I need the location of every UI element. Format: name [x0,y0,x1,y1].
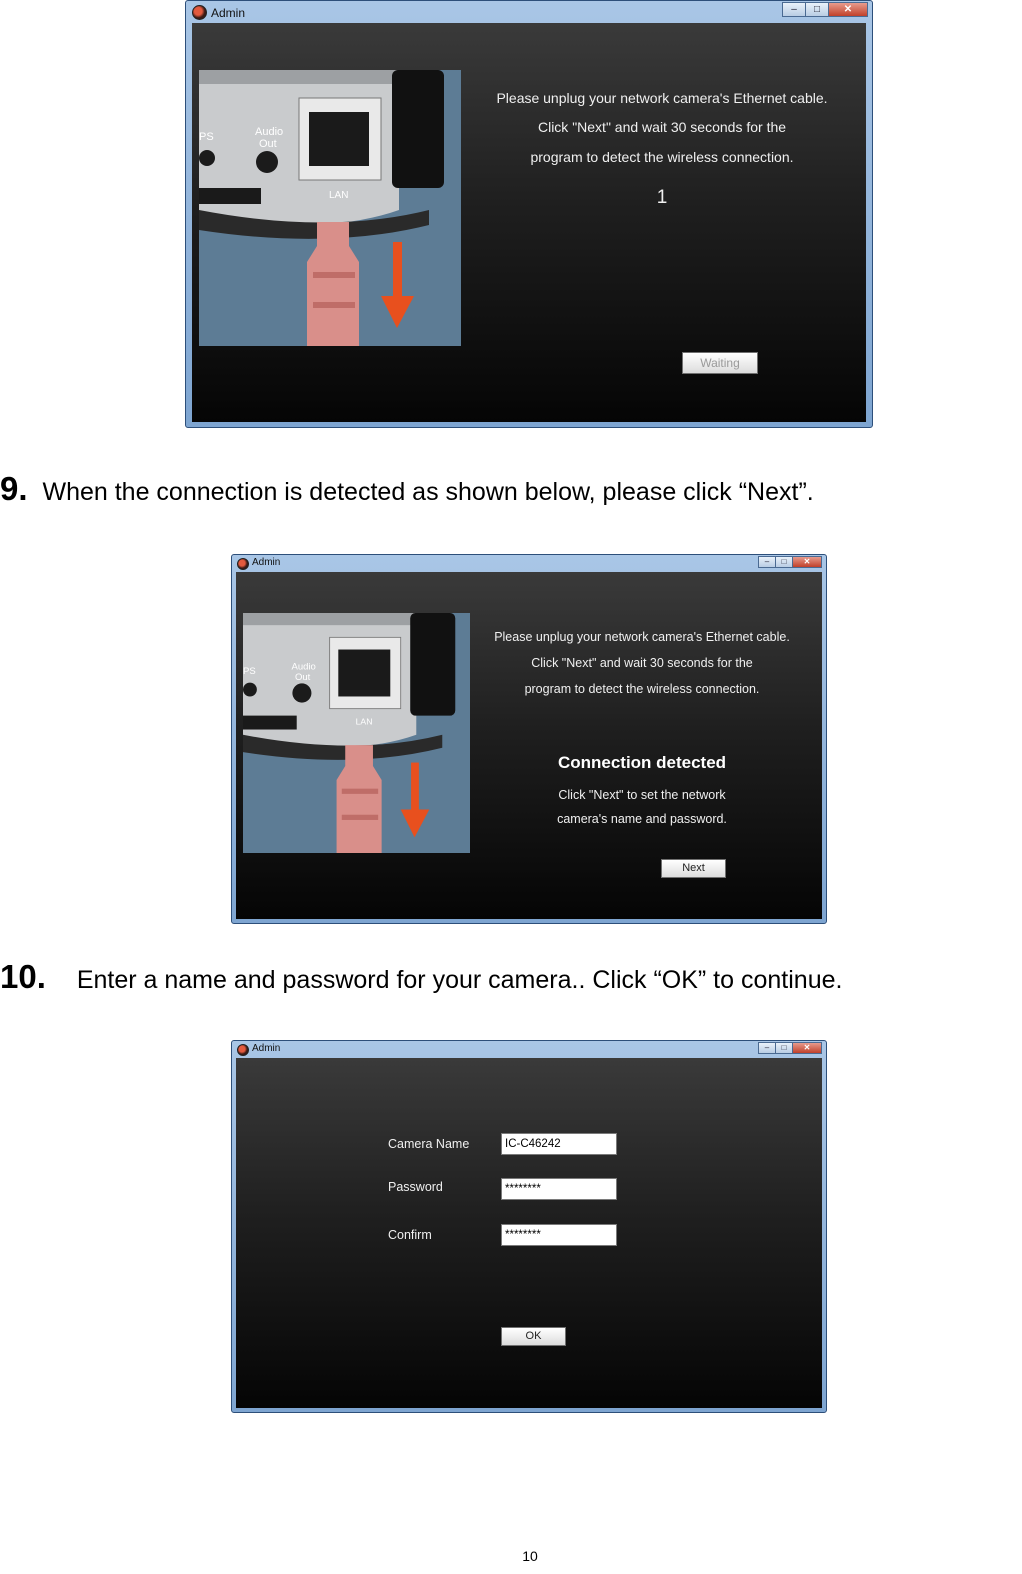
instruction-line-2: Click "Next" and wait 30 seconds for the [531,656,753,670]
step-text: When the connection is detected as shown below, please click “Next”. [42,478,814,506]
title-bar[interactable] [232,1041,826,1058]
minimize-button[interactable]: – [758,1042,776,1054]
ok-button[interactable]: OK [501,1327,566,1346]
step-number: 9. [0,470,28,507]
password-label: Password [388,1180,443,1194]
step-number: 10. [0,958,46,995]
password-input[interactable]: ******** [501,1178,617,1200]
camera-unplug-photo [199,70,461,346]
instruction-line-1: Please unplug your network camera's Ethernet cable. [494,630,790,644]
instruction-line-2: Click "Next" and wait 30 seconds for the [537,119,787,135]
maximize-button[interactable]: □ [805,2,829,17]
svg-text:PS: PS [243,665,256,677]
app-icon [237,1044,249,1056]
svg-text:Out: Out [294,671,311,683]
svg-text:Audio: Audio [255,126,284,138]
title-bar[interactable] [232,555,826,572]
dialog-window-camera-credentials [231,1040,827,1413]
confirm-password-input[interactable]: ******** [501,1224,617,1246]
camera-name-input[interactable]: IC-C46242 [501,1133,617,1155]
confirm-label: Confirm [388,1228,432,1242]
app-icon [192,5,207,20]
svg-text:LAN: LAN [329,190,349,201]
step-9-instruction [0,470,814,508]
minimize-button[interactable]: – [782,2,806,17]
app-icon [237,558,249,570]
dialog-body [236,572,822,919]
close-button[interactable]: ✕ [792,556,822,568]
svg-text:LAN: LAN [355,716,373,727]
window-title: Admin [252,557,281,568]
svg-text:Audio: Audio [291,661,316,673]
connection-detected-title: Connection detected [557,753,727,772]
step-text: Enter a name and password for your camera.. Click “OK” to continue. [76,966,843,994]
instruction-line-3: program to detect the wireless connection. [530,149,794,165]
instruction-line-3: program to detect the wireless connection. [524,682,760,696]
countdown-number: 1 [656,187,668,208]
camera-unplug-photo [243,613,470,853]
title-bar[interactable] [186,1,872,23]
page-number: 10 [522,1548,538,1564]
maximize-button[interactable]: □ [775,1042,793,1054]
status-line-2: camera's name and password. [557,812,727,826]
instruction-line-1: Please unplug your network camera's Ethernet cable. [496,90,828,106]
next-button[interactable]: Next [661,859,726,878]
window-title: Admin [211,6,246,20]
status-line-1: Click "Next" to set the network [558,788,726,802]
camera-name-label: Camera Name [388,1137,470,1151]
dialog-window-waiting [185,0,873,428]
close-button[interactable]: ✕ [792,1042,822,1054]
step-10-instruction [0,958,842,996]
svg-text:PS: PS [199,131,214,143]
dialog-body [236,1058,822,1408]
dialog-body [192,23,866,422]
close-button[interactable]: ✕ [828,2,868,17]
dialog-window-connection-detected [231,554,827,924]
minimize-button[interactable]: – [758,556,776,568]
maximize-button[interactable]: □ [775,556,793,568]
waiting-button[interactable]: Waiting [682,352,758,374]
svg-text:Out: Out [259,138,277,150]
window-title: Admin [252,1043,281,1054]
